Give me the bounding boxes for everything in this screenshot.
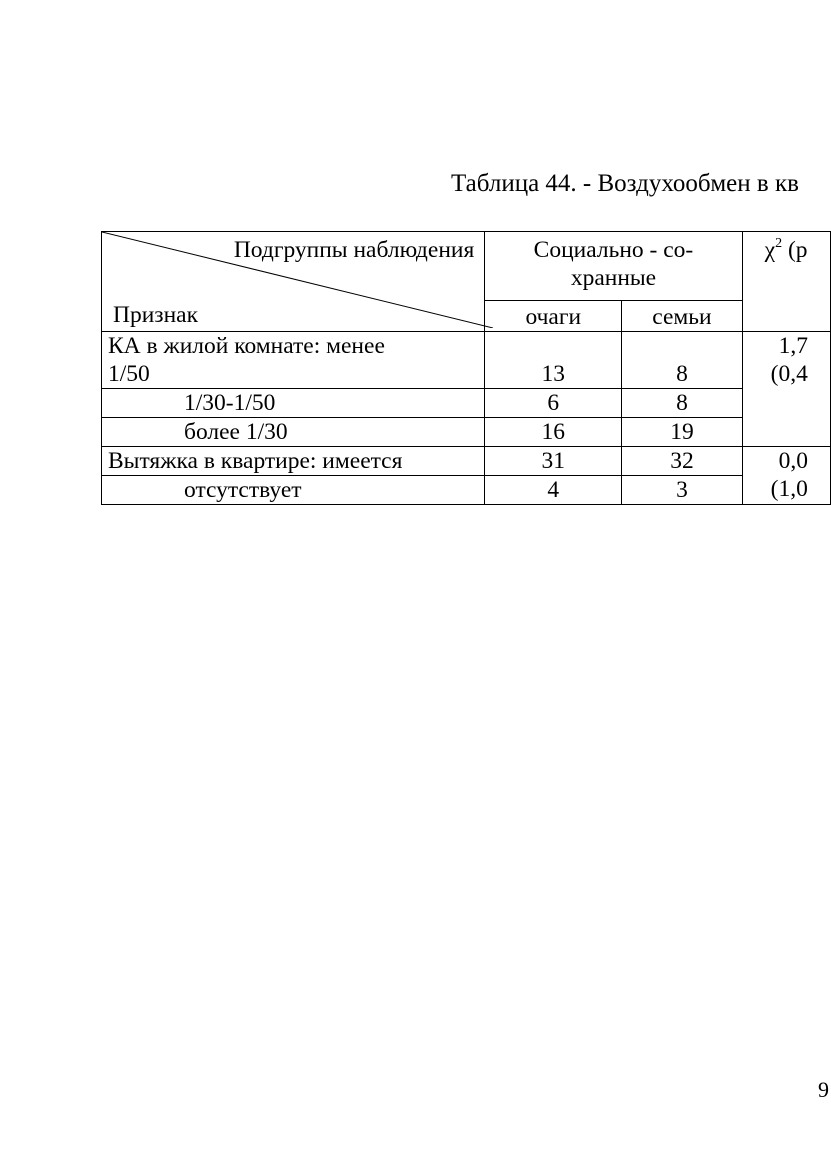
header-subcol-ochagi: очаги — [485, 301, 622, 332]
row-label: Вытяжка в квартире: имеется — [102, 447, 485, 476]
row-label: отсутствует — [102, 476, 485, 505]
header-group-line1: Социально - со- — [533, 237, 694, 263]
header-chi-square — [742, 232, 830, 332]
table-row — [102, 476, 831, 505]
cell-ochagi: 6 — [485, 389, 622, 418]
cell-ochagi: 4 — [485, 476, 622, 505]
row-label-line2: 1/50 — [108, 361, 150, 387]
p-value: (1,0 — [770, 476, 808, 502]
p-value: (0,4 — [770, 361, 808, 387]
header-row-1 — [102, 232, 831, 301]
cell-chi-square — [742, 447, 830, 505]
cell-semi: 32 — [622, 447, 742, 476]
table-caption: Таблица 44. - Воздухообмен в кв — [451, 170, 799, 197]
header-subcol-semi: семьи — [622, 301, 742, 332]
header-group-line2: хранные — [570, 265, 657, 291]
cell-semi: 19 — [622, 418, 742, 447]
table-row — [102, 389, 831, 418]
row-label-line1: КА в жилой комнате: менее — [108, 333, 385, 359]
cell-ochagi: 31 — [485, 447, 622, 476]
cell-ochagi: 16 — [485, 418, 622, 447]
table-row — [102, 447, 831, 476]
row-label: более 1/30 — [102, 418, 485, 447]
chi-value: 1,7 — [778, 333, 809, 359]
cell-chi-square — [742, 332, 830, 447]
header-attribute: Признак — [113, 302, 199, 328]
row-label — [102, 332, 485, 389]
chi-header-rest: (р — [782, 237, 808, 263]
chi-superscript: 2 — [775, 236, 783, 251]
cell-semi: 3 — [622, 476, 742, 505]
chi-symbol: χ — [764, 237, 776, 263]
row-label: 1/30-1/50 — [102, 389, 485, 418]
diagonal-header-cell — [102, 232, 485, 332]
data-table — [101, 231, 831, 505]
chi-value: 0,0 — [778, 448, 809, 474]
header-group — [485, 232, 742, 301]
cell-ochagi: 13 — [485, 332, 622, 389]
cell-semi: 8 — [622, 389, 742, 418]
table-row — [102, 332, 831, 389]
cell-semi: 8 — [622, 332, 742, 389]
table-row — [102, 418, 831, 447]
page-number: 9 — [818, 1077, 829, 1102]
header-subgroups: Подгруппы наблюдения — [233, 237, 475, 263]
